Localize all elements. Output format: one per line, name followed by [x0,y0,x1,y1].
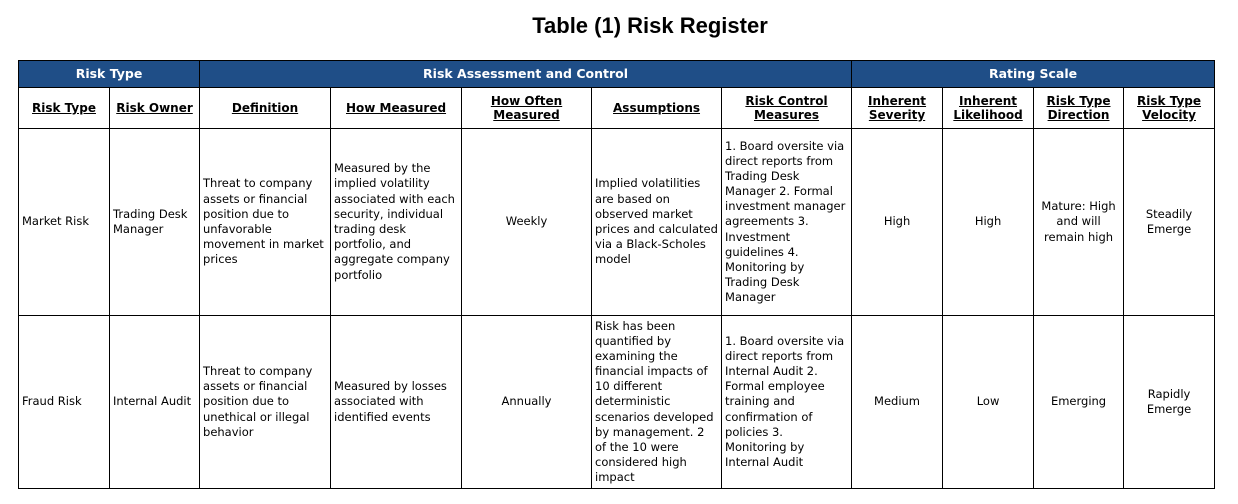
table-row [19,129,1215,316]
cell-how-measured: Measured by the implied volatility associated with each security, individual trading desk portfolio, and aggregate company portfolio [331,129,462,316]
risk-register-table [18,60,1215,489]
cell-severity: High [852,129,943,316]
header-how-measured: How Measured [331,88,462,129]
cell-velocity: Rapidly Emerge [1124,316,1215,489]
cell-how-measured: Measured by losses associated with identified events [331,316,462,489]
header-direction: Risk Type Direction [1034,88,1124,129]
header-definition: Definition [200,88,331,129]
group-header-row [19,61,1215,88]
cell-velocity: Steadily Emerge [1124,129,1215,316]
cell-risk-owner: Internal Audit [110,316,200,489]
header-assumptions: Assumptions [592,88,722,129]
group-rating-scale: Rating Scale [852,61,1215,88]
cell-how-often: Weekly [462,129,592,316]
cell-severity: Medium [852,316,943,489]
cell-assumptions: Risk has been quantified by examining the financial impacts of 10 different deterministic scenarios developed by management. 2 of the 10 were considered high impact [592,316,722,489]
cell-assumptions: Implied volatilities are based on observed market prices and calculated via a Black-Scholes model [592,129,722,316]
header-severity: Inherent Severity [852,88,943,129]
cell-definition: Threat to company assets or financial position due to unethical or illegal behavior [200,316,331,489]
header-risk-type: Risk Type [19,88,110,129]
header-how-often: How Often Measured [462,88,592,129]
group-assessment-control: Risk Assessment and Control [200,61,852,88]
cell-risk-type: Market Risk [19,129,110,316]
cell-direction: Emerging [1034,316,1124,489]
cell-risk-owner: Trading Desk Manager [110,129,200,316]
cell-risk-type: Fraud Risk [19,316,110,489]
table-row [19,316,1215,489]
group-risk-type: Risk Type [19,61,200,88]
header-velocity: Risk Type Velocity [1124,88,1215,129]
cell-likelihood: Low [943,316,1034,489]
cell-direction: Mature: High and will remain high [1034,129,1124,316]
cell-likelihood: High [943,129,1034,316]
header-control-measures: Risk Control Measures [722,88,852,129]
cell-control-measures: 1. Board oversite via direct reports from Trading Desk Manager 2. Formal investment manager agreements 3. Investment guidelines 4. Monitoring by Trading Desk Manager [722,129,852,316]
column-header-row [19,88,1215,129]
cell-how-often: Annually [462,316,592,489]
header-likelihood: Inherent Likelihood [943,88,1034,129]
cell-control-measures: 1. Board oversite via direct reports from Internal Audit 2. Formal employee training and confirmation of policies 3. Monitoring by Internal Audit [722,316,852,489]
page-title: Table (1) Risk Register [532,13,768,38]
header-risk-owner: Risk Owner [110,88,200,129]
cell-definition: Threat to company assets or financial position due to unfavorable movement in market prices [200,129,331,316]
